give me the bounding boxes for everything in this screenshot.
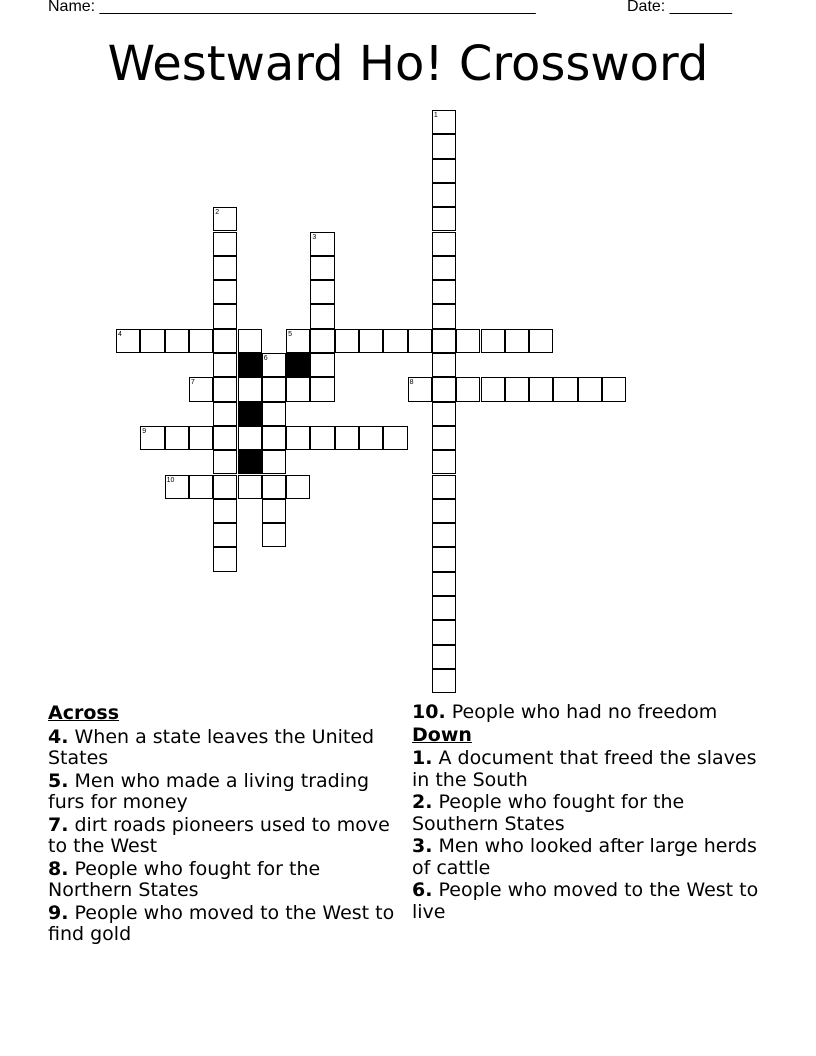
clue-across-8 bbox=[48, 859, 396, 902]
clue-down-3 bbox=[412, 836, 762, 879]
grid-cell[interactable] bbox=[310, 353, 334, 377]
grid-cell[interactable] bbox=[432, 377, 456, 401]
grid-cell[interactable] bbox=[310, 280, 334, 304]
clue-text: People who moved to the West to find gold bbox=[48, 901, 395, 945]
grid-cell[interactable] bbox=[432, 620, 456, 644]
clue-text: When a state leaves the United States bbox=[48, 725, 375, 769]
date-label: Date: bbox=[627, 0, 666, 15]
grid-cell[interactable] bbox=[262, 450, 286, 474]
grid-cell[interactable] bbox=[189, 475, 213, 499]
clue-number: 5. bbox=[48, 769, 69, 792]
grid-cell[interactable] bbox=[432, 159, 456, 183]
grid-cell[interactable] bbox=[213, 329, 237, 353]
grid-cell[interactable] bbox=[432, 329, 456, 353]
grid-cell[interactable] bbox=[213, 499, 237, 523]
clue-number: 4. bbox=[48, 725, 69, 748]
clue-text: People who had no freedom bbox=[451, 701, 718, 723]
grid-cell[interactable] bbox=[432, 547, 456, 571]
grid-number-4: 4 bbox=[118, 330, 122, 338]
grid-cell[interactable] bbox=[213, 304, 237, 328]
clue-number: 1. bbox=[412, 747, 433, 769]
grid-cell[interactable] bbox=[165, 329, 189, 353]
clue-down-1 bbox=[412, 748, 762, 791]
grid-cell[interactable] bbox=[189, 329, 213, 353]
grid-number-7: 7 bbox=[190, 379, 195, 387]
grid-cell[interactable] bbox=[432, 232, 456, 256]
grid-cell[interactable] bbox=[213, 232, 237, 256]
grid-cell[interactable] bbox=[432, 645, 456, 669]
grid-cell[interactable] bbox=[481, 377, 505, 401]
page-title: Westward Ho! Crossword bbox=[107, 36, 709, 92]
grid-cell[interactable] bbox=[286, 426, 310, 450]
grid-cell[interactable] bbox=[213, 450, 237, 474]
grid-number-1: 1 bbox=[433, 112, 438, 119]
grid-cell[interactable] bbox=[432, 596, 456, 620]
clue-text: Men who made a living trading furs for money bbox=[48, 769, 370, 813]
name-label: Name: bbox=[48, 0, 96, 15]
grid-cell[interactable] bbox=[238, 475, 262, 499]
clue-down-6 bbox=[412, 880, 762, 923]
grid-cell[interactable] bbox=[432, 304, 456, 328]
grid-cell[interactable] bbox=[213, 377, 237, 401]
clue-number: 9. bbox=[48, 901, 69, 924]
grid-cell[interactable] bbox=[432, 572, 456, 596]
name-blank: _________________________________________________ bbox=[99, 0, 536, 15]
grid-cell[interactable] bbox=[213, 402, 237, 426]
date-blank: _______ bbox=[669, 0, 732, 15]
grid-cell[interactable] bbox=[213, 280, 237, 304]
grid-cell[interactable] bbox=[505, 377, 529, 401]
clues-right-column bbox=[412, 702, 762, 924]
grid-number-8: 8 bbox=[409, 379, 414, 387]
grid-cell[interactable] bbox=[432, 280, 456, 304]
grid-number-10: 10 bbox=[166, 476, 175, 484]
grid-number-3: 3 bbox=[312, 233, 317, 241]
grid-cell[interactable] bbox=[383, 329, 407, 353]
clue-down-2 bbox=[412, 792, 762, 835]
grid-cell[interactable] bbox=[310, 256, 334, 280]
grid-cell[interactable] bbox=[408, 329, 432, 353]
grid-cell[interactable] bbox=[335, 329, 359, 353]
clue-number: 7. bbox=[48, 813, 69, 836]
grid-cell[interactable] bbox=[238, 329, 262, 353]
grid-cell[interactable] bbox=[553, 377, 577, 401]
clue-text: A document that freed the slaves in the South bbox=[412, 747, 757, 791]
grid-cell[interactable] bbox=[310, 304, 334, 328]
grid-cell[interactable] bbox=[262, 377, 286, 401]
grid-cell[interactable] bbox=[432, 353, 456, 377]
grid-cell[interactable] bbox=[456, 377, 480, 401]
grid-cell[interactable] bbox=[165, 426, 189, 450]
clue-across-4 bbox=[48, 727, 396, 770]
grid-block bbox=[238, 450, 262, 474]
grid-cell[interactable] bbox=[262, 475, 286, 499]
grid-cell[interactable] bbox=[213, 353, 237, 377]
grid-cell[interactable] bbox=[213, 426, 237, 450]
grid-cell[interactable] bbox=[432, 499, 456, 523]
down-heading: Down bbox=[412, 723, 472, 746]
clue-number: 8. bbox=[48, 857, 69, 880]
clue-across-5 bbox=[48, 771, 396, 814]
clue-text: People who fought for the Southern States bbox=[412, 791, 685, 835]
grid-block bbox=[286, 353, 310, 377]
grid-cell[interactable] bbox=[335, 426, 359, 450]
grid-cell[interactable] bbox=[578, 377, 602, 401]
grid-cell[interactable] bbox=[286, 475, 310, 499]
grid-cell[interactable] bbox=[432, 256, 456, 280]
grid-cell[interactable] bbox=[359, 426, 383, 450]
clue-number: 6. bbox=[412, 879, 433, 901]
grid-cell[interactable] bbox=[262, 426, 286, 450]
clue-across-7 bbox=[48, 815, 396, 858]
across-heading: Across bbox=[48, 702, 120, 724]
grid-cell[interactable] bbox=[456, 329, 480, 353]
grid-cell[interactable] bbox=[481, 329, 505, 353]
grid-cell[interactable] bbox=[213, 256, 237, 280]
grid-cell[interactable] bbox=[505, 329, 529, 353]
grid-number-6: 6 bbox=[263, 355, 268, 362]
grid-cell[interactable] bbox=[213, 523, 237, 547]
grid-cell[interactable] bbox=[359, 329, 383, 353]
grid-cell[interactable] bbox=[286, 377, 310, 401]
clue-number: 2. bbox=[412, 791, 433, 813]
grid-cell[interactable] bbox=[432, 207, 456, 231]
grid-cell[interactable] bbox=[140, 329, 164, 353]
grid-cell[interactable] bbox=[432, 426, 456, 450]
grid-cell[interactable] bbox=[262, 523, 286, 547]
grid-cell[interactable] bbox=[213, 547, 237, 571]
grid-cell[interactable] bbox=[432, 669, 456, 693]
grid-number-2: 2 bbox=[215, 209, 220, 217]
grid-cell[interactable] bbox=[383, 426, 407, 450]
grid-cell[interactable] bbox=[238, 426, 262, 450]
grid-cell[interactable] bbox=[529, 329, 553, 353]
clue-text: People who fought for the Northern States bbox=[48, 857, 321, 901]
grid-cell[interactable] bbox=[310, 426, 334, 450]
grid-number-5: 5 bbox=[288, 330, 292, 338]
grid-cell[interactable] bbox=[432, 450, 456, 474]
grid-cell[interactable] bbox=[310, 329, 334, 353]
grid-cell[interactable] bbox=[432, 402, 456, 426]
grid-cell[interactable] bbox=[262, 499, 286, 523]
clue-text: dirt roads pioneers used to move to the West bbox=[48, 813, 390, 857]
grid-cell[interactable] bbox=[529, 377, 553, 401]
grid-cell[interactable] bbox=[432, 183, 456, 207]
clue-across-10 bbox=[412, 702, 762, 724]
grid-cell[interactable] bbox=[310, 377, 334, 401]
grid-block bbox=[238, 353, 262, 377]
grid-cell[interactable] bbox=[432, 134, 456, 158]
grid-cell[interactable] bbox=[602, 377, 626, 401]
grid-block bbox=[238, 402, 262, 426]
grid-cell[interactable] bbox=[432, 523, 456, 547]
clue-across-9 bbox=[48, 903, 396, 946]
grid-cell[interactable] bbox=[432, 475, 456, 499]
clue-text: People who moved to the West to live bbox=[412, 879, 759, 923]
clues-left-column bbox=[48, 702, 396, 947]
grid-cell[interactable] bbox=[262, 402, 286, 426]
clue-number: 10. bbox=[412, 701, 446, 723]
grid-cell[interactable] bbox=[189, 426, 213, 450]
grid-cell[interactable] bbox=[238, 377, 262, 401]
clue-text: Men who looked after large herds of cattle bbox=[412, 835, 757, 879]
grid-number-9: 9 bbox=[142, 427, 147, 435]
grid-cell[interactable] bbox=[213, 475, 237, 499]
clue-number: 3. bbox=[412, 835, 433, 857]
